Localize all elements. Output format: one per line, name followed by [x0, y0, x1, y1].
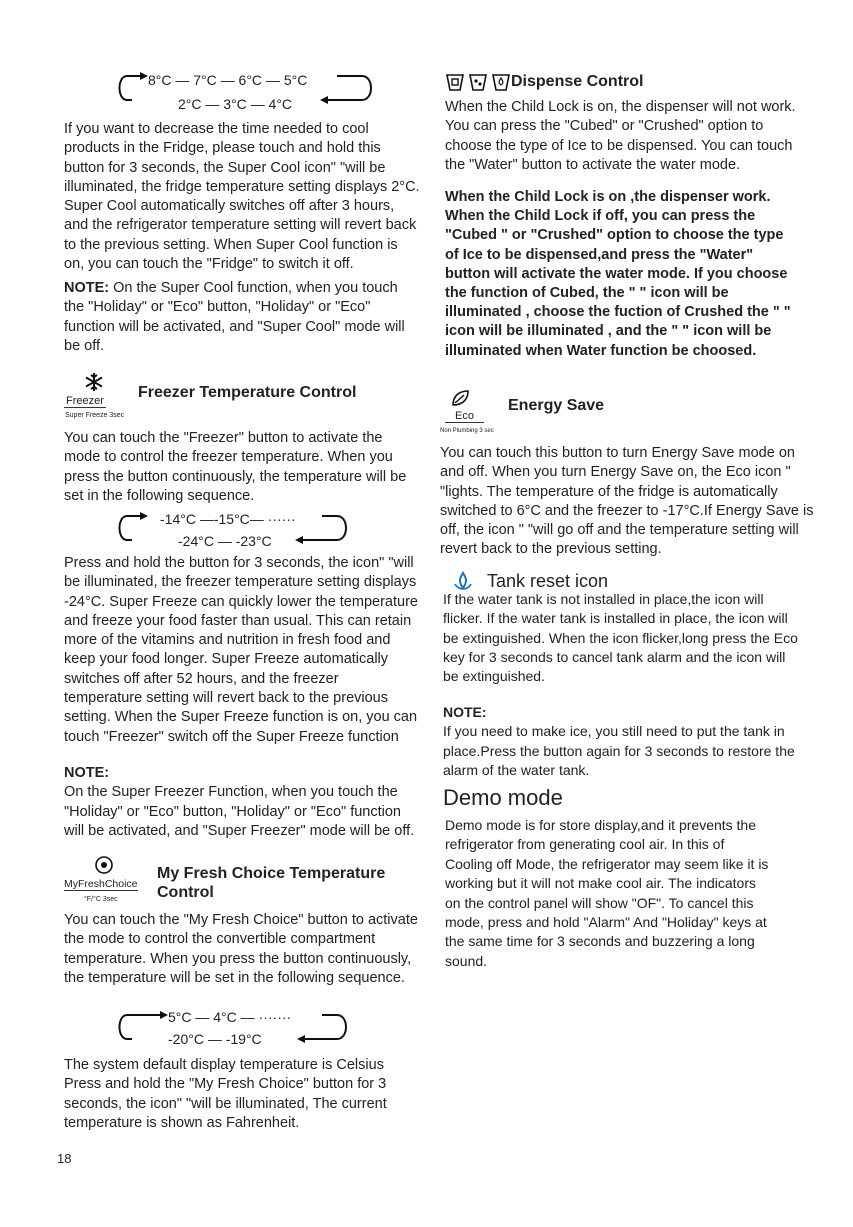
energy-save-paragraph: You can touch this button to turn Energy Save mode on and off. When you turn Energy Save on, the Eco icon " "lights. The temperature of the fridge is automatically switched to 6°C and the freezer to -17°C.If Energy Save is off, the icon " "will go off and the temperature setting will revert back to the previous setting. — [440, 445, 814, 558]
sequence-row-2: -24°C — -23°C — [178, 533, 272, 549]
dispense-heading: Dispense Control — [511, 73, 644, 90]
sequence-row-1: 5°C — 4°C — ······· — [168, 1009, 292, 1025]
tank-note — [443, 703, 803, 780]
tank-reset-paragraph: If the water tank is not installed in place,the icon will flicker. If the water tank is installed in place, the icon will be extinguished. When the icon flicker,long press the Eco key for 3 seconds to cancel tank alarm and the icon will be extinguished. — [443, 591, 798, 685]
my-fresh-choice-label: MyFreshChoice — [64, 878, 138, 890]
my-fresh-choice-icon — [94, 855, 114, 875]
default-display-paragraph: The system default display temperature is Celsius Press and hold the "My Fresh Choice" button for 3 seconds, the icon" "will be illuminated, The current temperature is shown as Fahrenheit. — [64, 1057, 387, 1131]
sequence-row-2: -20°C — -19°C — [168, 1031, 262, 1047]
cubed-ice-icon — [445, 72, 465, 92]
freezer-note — [64, 764, 420, 841]
note-text: If you need to make ice, you still need to put the tank in place.Press the button again for 3 seconds to restore the alarm of the water tank. — [443, 723, 795, 778]
sequence-row-2: 2°C — 3°C — 4°C — [178, 96, 293, 112]
my-fresh-choice-paragraph: You can touch the "My Fresh Choice" button to activate the mode to control the convertible compartment temperature. When you press the button continuously, the temperature will be set in the following sequence. — [64, 912, 418, 986]
tank-reset-icon — [452, 570, 474, 592]
water-icon — [491, 72, 511, 92]
note-text: On the Super Freezer Function, when you touch the "Holiday" or "Eco" button, "Holiday" or "Eco" function will be activated, and "Super Freezer" mode will be off. — [64, 784, 415, 839]
tank-reset-heading: Tank reset icon — [487, 571, 609, 591]
super-cool-note — [64, 279, 420, 356]
my-fresh-choice-sub-label: °F/°C 3sec — [84, 896, 118, 903]
dispense-paragraph: When the Child Lock is on, the dispenser will not work. You can press the "Cubed" or "Crushed" option to choose the type of Ice to be dispensed. You can touch the "Water" button to activate the water mode. — [445, 99, 796, 173]
eco-leaf-icon — [450, 388, 470, 408]
note-label: NOTE: — [64, 280, 110, 296]
note-label: NOTE: — [443, 704, 487, 720]
demo-mode-paragraph: Demo mode is for store display,and it prevents the refrigerator from generating cool air. In this of Cooling off Mode, the refrigerator may seem like it is working but it will not make cool air. The indicators on the control panel will show "OF". To cancel this mode, press and hold "Alarm" And "Holiday" keys at the same time for 3 seconds and buzzering a long sound. — [445, 817, 769, 969]
energy-save-heading: Energy Save — [508, 397, 605, 414]
snowflake-icon — [84, 372, 104, 392]
sequence-row-1: -14°C —-15°C— ······ — [160, 511, 296, 527]
demo-mode-heading: Demo mode — [443, 785, 563, 810]
eco-sub-label: Non Plumbing 3 sec — [440, 428, 494, 434]
freezer-label: Freezer — [66, 395, 104, 407]
freezer-heading: Freezer Temperature Control — [138, 384, 357, 401]
sequence-row-1: 8°C — 7°C — 6°C — 5°C — [148, 72, 308, 88]
dispense-bold-paragraph: When the Child Lock is on ,the dispenser work. When the Child Lock if off, you can press the "Cubed " or "Crushed" option to choose the type of Ice to be dispensed,and press the "Water" button will activate the water mode. If you choose the function of Cubed, the " " icon will be illuminated , choose the fuction of Crushed the " " icon will be illuminated , and the " " icon will be illuminated when Water function be choosed. — [445, 189, 791, 359]
note-text: On the Super Cool function, when you touch the "Holiday" or "Eco" button, "Holiday" or "Eco" function will be activated, and "Super Cool" mode will be off. — [64, 280, 405, 354]
super-freeze-paragraph: Press and hold the button for 3 seconds, the icon" "will be illuminated, the freezer temperature setting displays -24°C. Super Freeze can quickly lower the temperature and freeze your food faster than usual. This can retain more of the vitamins and nutrition in fresh food and keep your food longer. Super Freeze automatically switches off after 52 hours, and the freezer temperature setting will revert back to the previous setting. When the Super Freeze function is on, you can touch "Freezer" switch off the Super Freeze function — [64, 555, 418, 745]
super-cool-paragraph: If you want to decrease the time needed to cool products in the Fridge, please touch and hold this button for 3 seconds, the Super Cool icon" "will be illuminated, the fridge temperature setting displays 2°C. Super Cool automatically switches off after 3 hours, and the refrigerator temperature setting will revert back to the previous setting. When Super Cool function is on, you can touch the "Fridge" to switch it off. — [64, 121, 420, 273]
my-fresh-choice-heading-2: Control — [157, 884, 214, 901]
freezer-sub-label: Super Freeze 3sec — [65, 412, 125, 419]
freezer-paragraph: You can touch the "Freezer" button to activate the mode to control the freezer temperature. When you press the button continuously, the temperature will be set in the following sequence. — [64, 430, 407, 504]
page-number: 18 — [57, 1151, 72, 1166]
my-fresh-choice-heading: My Fresh Choice Temperature — [157, 865, 386, 882]
eco-label: Eco — [445, 410, 484, 423]
crushed-ice-icon — [468, 72, 488, 92]
note-label: NOTE: — [64, 765, 110, 781]
